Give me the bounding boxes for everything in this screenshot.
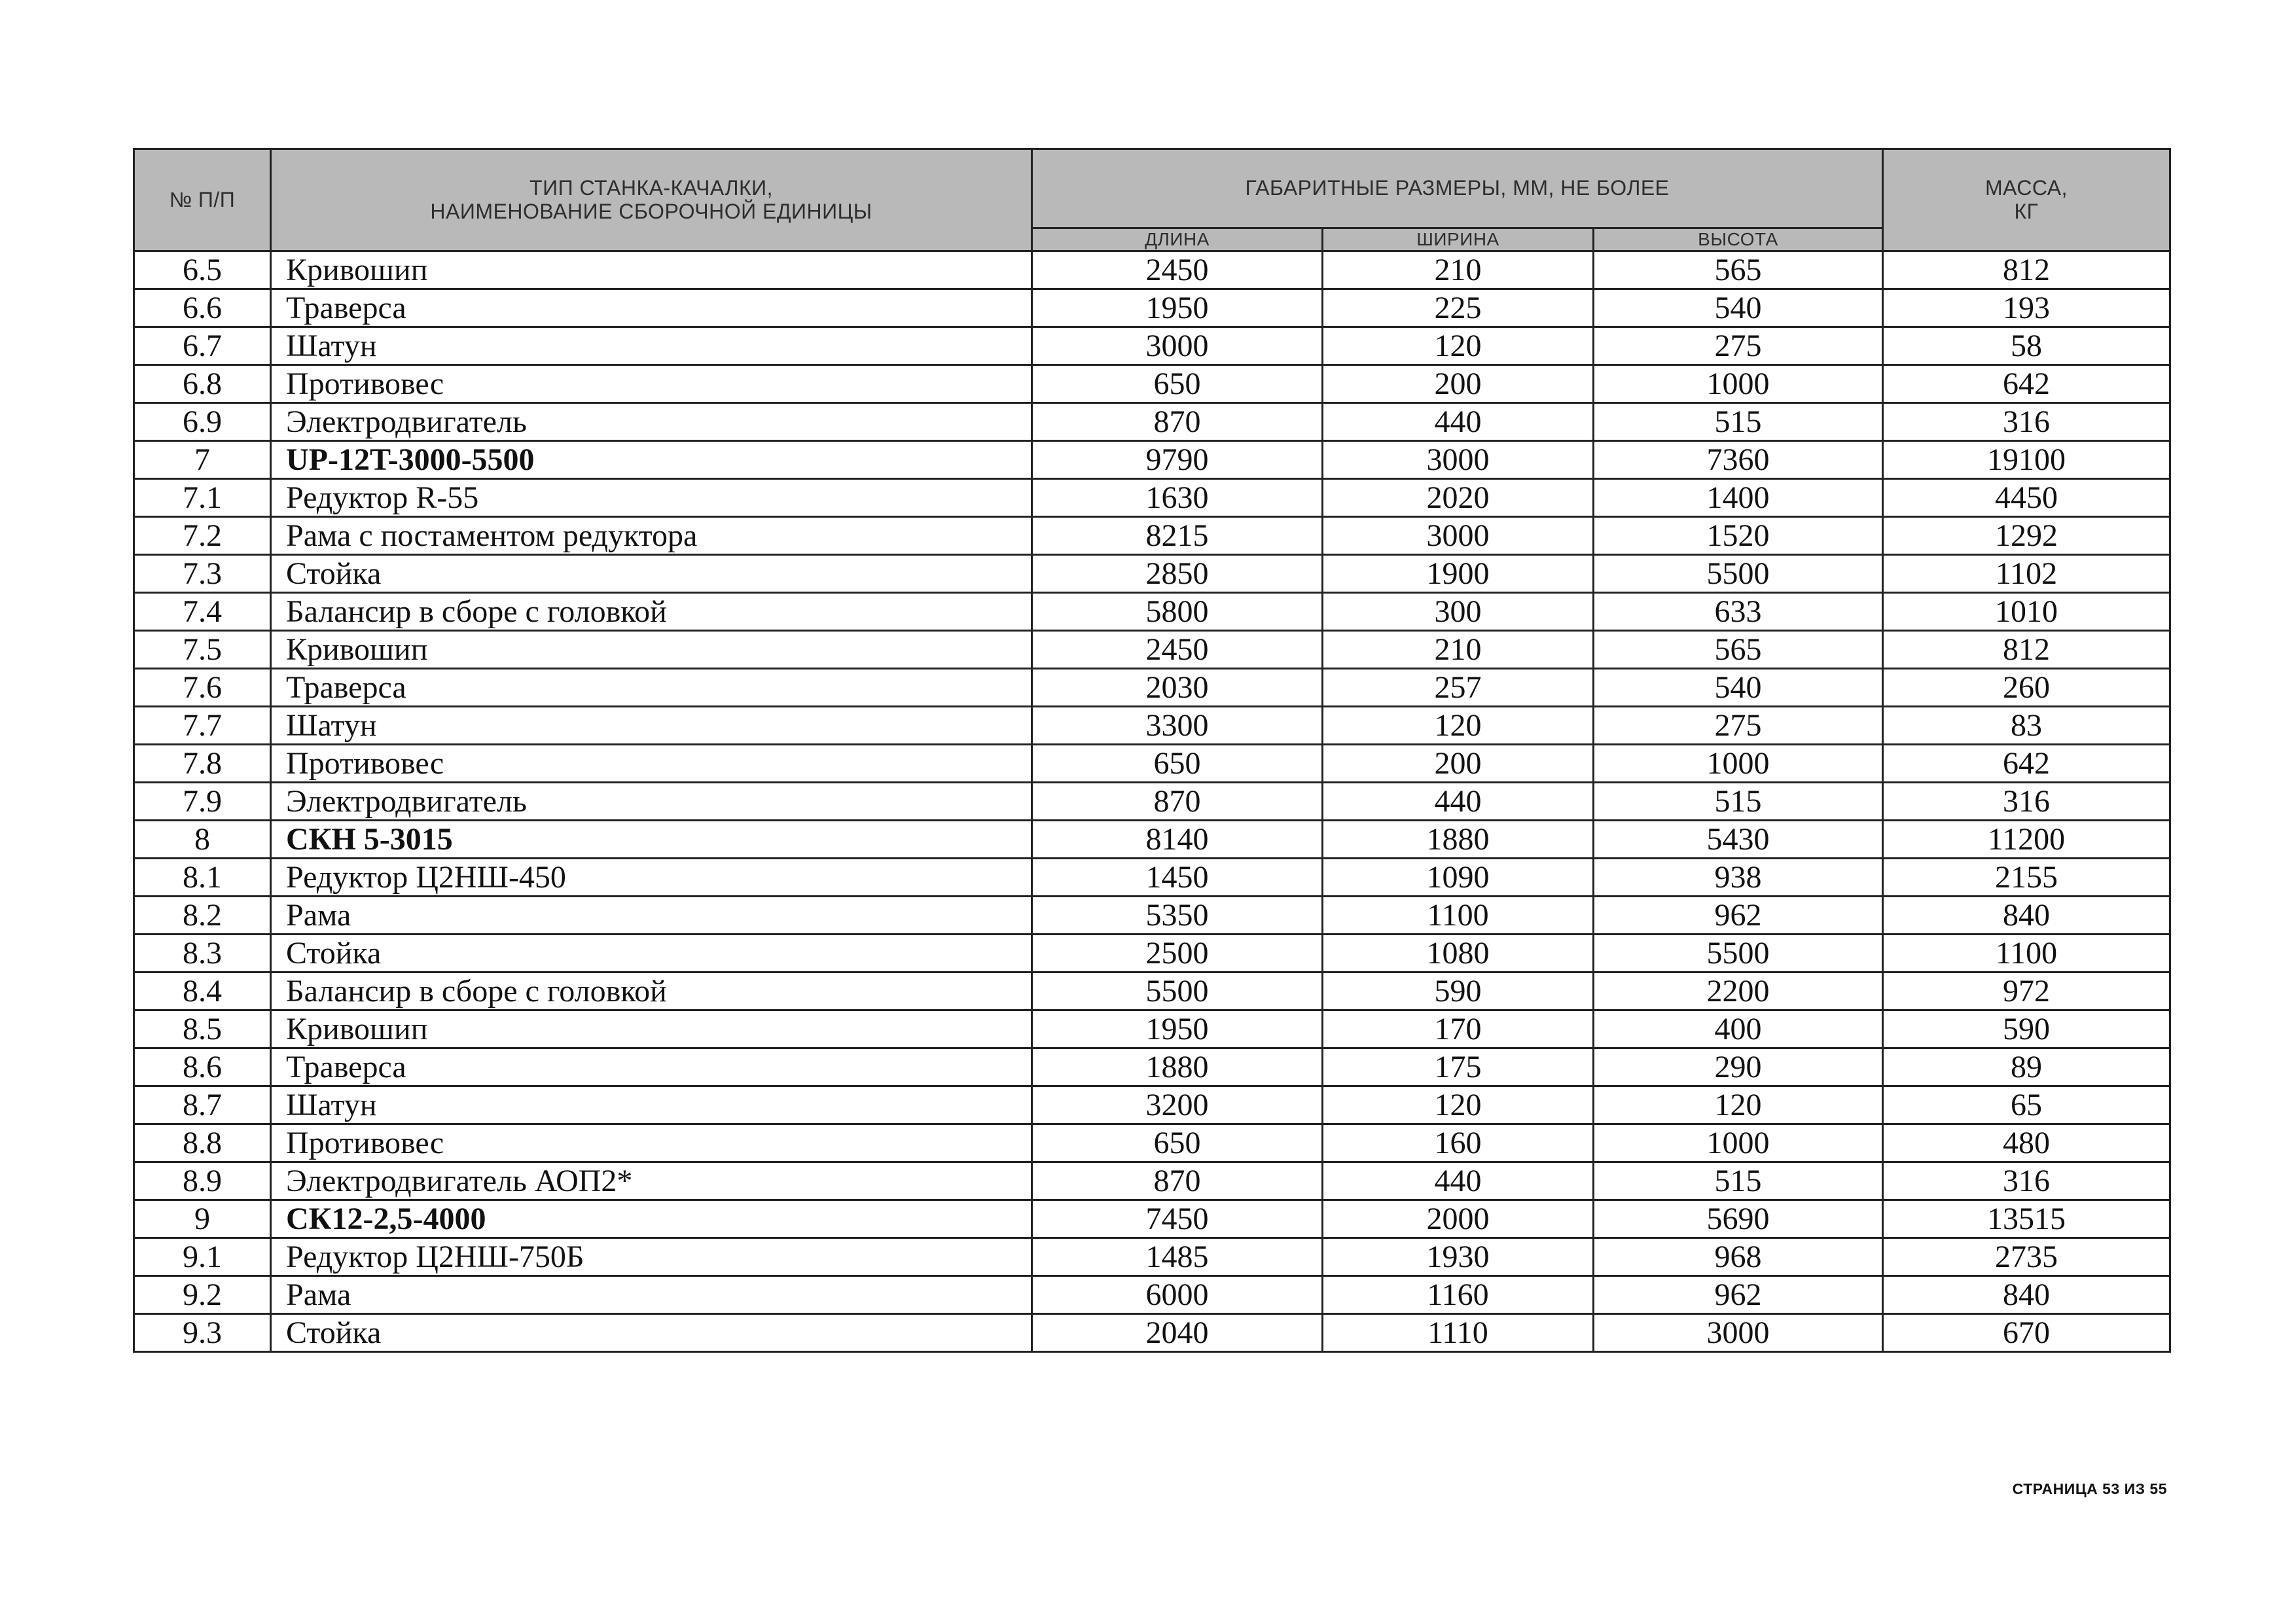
row-mass: 642 — [1883, 365, 2170, 403]
row-height: 565 — [1594, 251, 1883, 289]
row-height: 290 — [1594, 1048, 1883, 1086]
row-mass: 590 — [1883, 1010, 2170, 1048]
row-width: 1100 — [1323, 897, 1594, 935]
row-height: 400 — [1594, 1010, 1883, 1048]
row-length: 1950 — [1032, 289, 1323, 327]
row-height: 540 — [1594, 669, 1883, 707]
table-row — [134, 745, 2170, 783]
table-row — [134, 1162, 2170, 1200]
table-row — [134, 1048, 2170, 1086]
row-length: 3300 — [1032, 707, 1323, 745]
row-height: 938 — [1594, 859, 1883, 897]
row-mass: 260 — [1883, 669, 2170, 707]
row-length: 1450 — [1032, 859, 1323, 897]
row-width: 175 — [1323, 1048, 1594, 1086]
row-number: 7.9 — [134, 783, 271, 821]
row-number: 6.6 — [134, 289, 271, 327]
row-mass: 642 — [1883, 745, 2170, 783]
row-number: 9 — [134, 1200, 271, 1238]
row-height: 515 — [1594, 403, 1883, 441]
row-height: 962 — [1594, 1276, 1883, 1314]
row-name: Рама с постаментом редуктора — [271, 517, 1032, 555]
row-name: Стойка — [271, 555, 1032, 593]
header-length: ДЛИНА — [1032, 228, 1323, 251]
row-mass: 65 — [1883, 1086, 2170, 1124]
table-row — [134, 972, 2170, 1010]
row-mass: 840 — [1883, 897, 2170, 935]
row-name: СК12-2,5-4000 — [271, 1200, 1032, 1238]
row-width: 1160 — [1323, 1276, 1594, 1314]
row-name: Редуктор Ц2НШ-750Б — [271, 1238, 1032, 1276]
row-length: 2500 — [1032, 935, 1323, 972]
table-row — [134, 707, 2170, 745]
header-type-line1: ТИП СТАНКА-КАЧАЛКИ, — [529, 175, 773, 200]
row-name: Редуктор R-55 — [271, 479, 1032, 517]
table-row — [134, 1276, 2170, 1314]
row-width: 200 — [1323, 365, 1594, 403]
row-width: 2020 — [1323, 479, 1594, 517]
row-length: 3000 — [1032, 327, 1323, 365]
row-width: 200 — [1323, 745, 1594, 783]
header-number — [134, 149, 271, 251]
row-width: 160 — [1323, 1124, 1594, 1162]
header-type — [271, 149, 1032, 251]
row-mass: 89 — [1883, 1048, 2170, 1086]
row-width: 210 — [1323, 251, 1594, 289]
table-group-row — [134, 1200, 2170, 1238]
row-height: 565 — [1594, 631, 1883, 669]
row-height: 1400 — [1594, 479, 1883, 517]
row-length: 2040 — [1032, 1314, 1323, 1352]
table-row — [134, 479, 2170, 517]
row-mass: 13515 — [1883, 1200, 2170, 1238]
row-width: 1930 — [1323, 1238, 1594, 1276]
row-number: 6.8 — [134, 365, 271, 403]
row-length: 1880 — [1032, 1048, 1323, 1086]
table-group-row — [134, 441, 2170, 479]
row-length: 870 — [1032, 403, 1323, 441]
row-width: 225 — [1323, 289, 1594, 327]
page-number: СТРАНИЦА 53 ИЗ 55 — [2012, 1480, 2167, 1497]
table-row — [134, 859, 2170, 897]
row-width: 120 — [1323, 707, 1594, 745]
row-number: 7.7 — [134, 707, 271, 745]
row-number: 8 — [134, 821, 271, 859]
row-length: 2030 — [1032, 669, 1323, 707]
row-number: 9.3 — [134, 1314, 271, 1352]
row-name: UP-12T-3000-5500 — [271, 441, 1032, 479]
row-name: Балансир в сборе с головкой — [271, 593, 1032, 631]
table-row — [134, 251, 2170, 289]
row-height: 5430 — [1594, 821, 1883, 859]
row-number: 8.6 — [134, 1048, 271, 1086]
row-number: 8.1 — [134, 859, 271, 897]
row-name: Траверса — [271, 1048, 1032, 1086]
row-name: Рама — [271, 897, 1032, 935]
header-mass — [1883, 149, 2170, 251]
row-mass: 193 — [1883, 289, 2170, 327]
row-height: 633 — [1594, 593, 1883, 631]
row-height: 1000 — [1594, 1124, 1883, 1162]
row-height: 5500 — [1594, 555, 1883, 593]
table-row — [134, 555, 2170, 593]
row-length: 5350 — [1032, 897, 1323, 935]
row-name: Шатун — [271, 1086, 1032, 1124]
row-height: 968 — [1594, 1238, 1883, 1276]
header-number-label: № П/П — [169, 187, 236, 211]
row-name: СКН 5-3015 — [271, 821, 1032, 859]
row-mass: 972 — [1883, 972, 2170, 1010]
header-dimensions — [1032, 149, 1883, 228]
row-width: 440 — [1323, 1162, 1594, 1200]
row-number: 7.6 — [134, 669, 271, 707]
row-width: 300 — [1323, 593, 1594, 631]
table-row — [134, 327, 2170, 365]
row-mass: 1100 — [1883, 935, 2170, 972]
row-number: 7.4 — [134, 593, 271, 631]
row-height: 7360 — [1594, 441, 1883, 479]
equipment-dimensions-table — [133, 148, 2171, 1353]
row-height: 3000 — [1594, 1314, 1883, 1352]
row-name: Траверса — [271, 669, 1032, 707]
row-number: 6.7 — [134, 327, 271, 365]
table-body — [134, 251, 2170, 1352]
row-number: 7.3 — [134, 555, 271, 593]
row-mass: 19100 — [1883, 441, 2170, 479]
row-height: 515 — [1594, 783, 1883, 821]
row-height: 1000 — [1594, 745, 1883, 783]
table-row — [134, 1124, 2170, 1162]
header-mass-line2: КГ — [2014, 199, 2039, 223]
row-width: 120 — [1323, 327, 1594, 365]
row-width: 1900 — [1323, 555, 1594, 593]
row-length: 1950 — [1032, 1010, 1323, 1048]
row-length: 2450 — [1032, 251, 1323, 289]
row-number: 9.1 — [134, 1238, 271, 1276]
row-length: 650 — [1032, 365, 1323, 403]
header-width: ШИРИНА — [1323, 228, 1594, 251]
row-width: 1080 — [1323, 935, 1594, 972]
row-number: 6.9 — [134, 403, 271, 441]
row-mass: 2155 — [1883, 859, 2170, 897]
row-width: 440 — [1323, 403, 1594, 441]
table-row — [134, 783, 2170, 821]
table-row — [134, 593, 2170, 631]
row-mass: 316 — [1883, 403, 2170, 441]
row-number: 8.2 — [134, 897, 271, 935]
table-row — [134, 897, 2170, 935]
row-length: 650 — [1032, 1124, 1323, 1162]
row-number: 8.5 — [134, 1010, 271, 1048]
row-mass: 480 — [1883, 1124, 2170, 1162]
row-name: Балансир в сборе с головкой — [271, 972, 1032, 1010]
header-dimensions-label: ГАБАРИТНЫЕ РАЗМЕРЫ, ММ, НЕ БОЛЕЕ — [1245, 176, 1670, 200]
row-mass: 316 — [1883, 783, 2170, 821]
row-number: 9.2 — [134, 1276, 271, 1314]
table-group-row — [134, 821, 2170, 859]
row-length: 5800 — [1032, 593, 1323, 631]
row-length: 9790 — [1032, 441, 1323, 479]
table-row — [134, 669, 2170, 707]
row-mass: 840 — [1883, 1276, 2170, 1314]
row-name: Электродвигатель — [271, 403, 1032, 441]
row-length: 2850 — [1032, 555, 1323, 593]
row-mass: 4450 — [1883, 479, 2170, 517]
row-length: 7450 — [1032, 1200, 1323, 1238]
row-height: 120 — [1594, 1086, 1883, 1124]
row-width: 3000 — [1323, 517, 1594, 555]
row-number: 8.3 — [134, 935, 271, 972]
row-number: 6.5 — [134, 251, 271, 289]
row-number: 8.7 — [134, 1086, 271, 1124]
row-length: 5500 — [1032, 972, 1323, 1010]
row-name: Противовес — [271, 365, 1032, 403]
row-name: Противовес — [271, 1124, 1032, 1162]
row-height: 5690 — [1594, 1200, 1883, 1238]
row-length: 650 — [1032, 745, 1323, 783]
row-name: Стойка — [271, 1314, 1032, 1352]
row-number: 8.9 — [134, 1162, 271, 1200]
row-width: 590 — [1323, 972, 1594, 1010]
row-name: Стойка — [271, 935, 1032, 972]
row-height: 275 — [1594, 707, 1883, 745]
row-width: 120 — [1323, 1086, 1594, 1124]
row-mass: 316 — [1883, 1162, 2170, 1200]
row-length: 1485 — [1032, 1238, 1323, 1276]
row-mass: 1102 — [1883, 555, 2170, 593]
row-mass: 812 — [1883, 251, 2170, 289]
row-length: 8215 — [1032, 517, 1323, 555]
row-mass: 11200 — [1883, 821, 2170, 859]
row-height: 275 — [1594, 327, 1883, 365]
header-mass-line1: МАССА, — [1984, 175, 2068, 200]
row-width: 3000 — [1323, 441, 1594, 479]
row-number: 8.4 — [134, 972, 271, 1010]
row-mass: 1010 — [1883, 593, 2170, 631]
row-name: Редуктор Ц2НШ-450 — [271, 859, 1032, 897]
row-length: 1630 — [1032, 479, 1323, 517]
table-row — [134, 935, 2170, 972]
table-row — [134, 403, 2170, 441]
row-width: 257 — [1323, 669, 1594, 707]
row-mass: 670 — [1883, 1314, 2170, 1352]
row-height: 540 — [1594, 289, 1883, 327]
row-number: 7.5 — [134, 631, 271, 669]
row-name: Шатун — [271, 327, 1032, 365]
header-height: ВЫСОТА — [1594, 228, 1883, 251]
row-number: 8.8 — [134, 1124, 271, 1162]
row-width: 440 — [1323, 783, 1594, 821]
row-height: 2200 — [1594, 972, 1883, 1010]
row-length: 870 — [1032, 1162, 1323, 1200]
table-header — [134, 149, 2170, 251]
table-row — [134, 1010, 2170, 1048]
table-row — [134, 1238, 2170, 1276]
row-mass: 58 — [1883, 327, 2170, 365]
row-length: 870 — [1032, 783, 1323, 821]
row-mass: 1292 — [1883, 517, 2170, 555]
row-height: 1520 — [1594, 517, 1883, 555]
row-height: 1000 — [1594, 365, 1883, 403]
row-width: 2000 — [1323, 1200, 1594, 1238]
row-number: 7 — [134, 441, 271, 479]
row-mass: 2735 — [1883, 1238, 2170, 1276]
row-width: 1110 — [1323, 1314, 1594, 1352]
row-name: Траверса — [271, 289, 1032, 327]
row-height: 515 — [1594, 1162, 1883, 1200]
row-number: 7.1 — [134, 479, 271, 517]
table-row — [134, 365, 2170, 403]
row-mass: 83 — [1883, 707, 2170, 745]
table-row — [134, 517, 2170, 555]
row-height: 962 — [1594, 897, 1883, 935]
row-length: 2450 — [1032, 631, 1323, 669]
row-name: Кривошип — [271, 251, 1032, 289]
row-width: 1090 — [1323, 859, 1594, 897]
table-row — [134, 631, 2170, 669]
row-name: Электродвигатель — [271, 783, 1032, 821]
row-mass: 812 — [1883, 631, 2170, 669]
table-row — [134, 1314, 2170, 1352]
row-height: 5500 — [1594, 935, 1883, 972]
row-width: 170 — [1323, 1010, 1594, 1048]
row-name: Кривошип — [271, 1010, 1032, 1048]
row-number: 7.8 — [134, 745, 271, 783]
row-name: Рама — [271, 1276, 1032, 1314]
table-row — [134, 1086, 2170, 1124]
row-number: 7.2 — [134, 517, 271, 555]
row-width: 210 — [1323, 631, 1594, 669]
row-name: Кривошип — [271, 631, 1032, 669]
row-length: 8140 — [1032, 821, 1323, 859]
row-length: 6000 — [1032, 1276, 1323, 1314]
row-name: Противовес — [271, 745, 1032, 783]
row-name: Шатун — [271, 707, 1032, 745]
row-name: Электродвигатель АОП2* — [271, 1162, 1032, 1200]
header-type-line2: НАИМЕНОВАНИЕ СБОРОЧНОЙ ЕДИНИЦЫ — [430, 199, 872, 223]
row-width: 1880 — [1323, 821, 1594, 859]
table-row — [134, 289, 2170, 327]
row-length: 3200 — [1032, 1086, 1323, 1124]
